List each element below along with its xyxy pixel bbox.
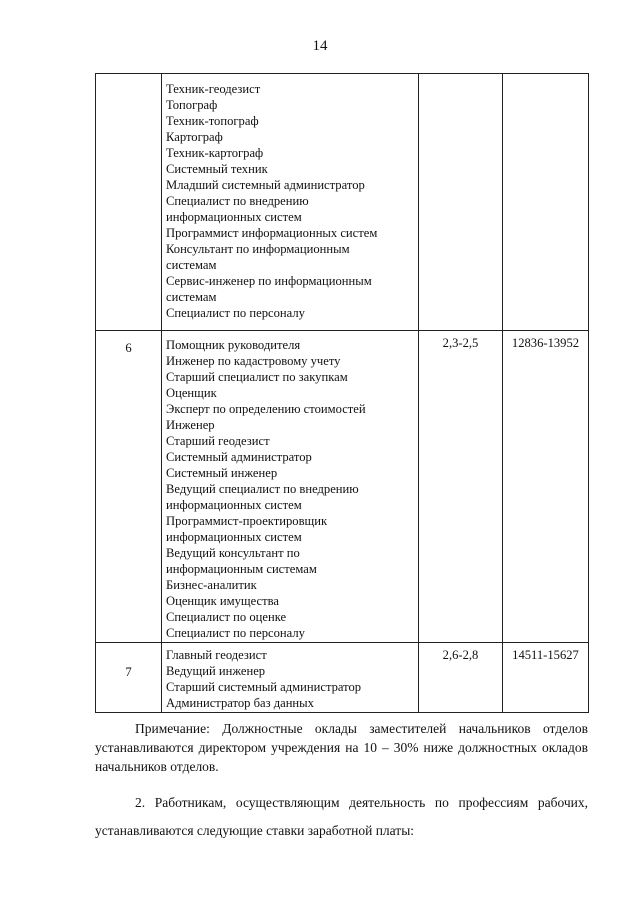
position-line: Программист-проектировщик bbox=[166, 514, 328, 528]
position-line: Помощник руководителя bbox=[166, 338, 301, 352]
position-line: Эксперт по определению стоимостей bbox=[166, 402, 366, 416]
paragraph-2-text: 2. Работникам, осуществляющим деятельность по профессиям рабочих, устанавливаются следующие ставки заработной платы: bbox=[95, 795, 588, 838]
group-number-cell: 6 bbox=[96, 331, 162, 643]
positions-cell bbox=[162, 331, 419, 643]
position-line: Старший системный администратор bbox=[166, 680, 362, 694]
position-line: Старший геодезист bbox=[166, 434, 270, 448]
position-line: Ведущий консультант по bbox=[166, 546, 300, 560]
note-text: Примечание: Должностные оклады заместителей начальников отделов устанавливаются директором учреждения на 10 – 30% ниже должностных окладов начальников отделов. bbox=[95, 721, 588, 774]
table-row bbox=[96, 643, 589, 713]
position-line: Картограф bbox=[166, 130, 223, 144]
position-line: Ведущий специалист по внедрению bbox=[166, 482, 359, 496]
coefficient-cell: 2,3-2,5 bbox=[419, 331, 503, 643]
position-line: системам bbox=[166, 290, 217, 304]
table-note bbox=[95, 719, 588, 776]
position-line: информационным системам bbox=[166, 562, 317, 576]
group-number-cell bbox=[96, 74, 162, 331]
position-line: Системный администратор bbox=[166, 450, 312, 464]
position-line: Специалист по персоналу bbox=[166, 306, 305, 320]
salary-cell bbox=[503, 74, 589, 331]
position-line: информационных систем bbox=[166, 498, 302, 512]
table-row bbox=[96, 74, 589, 331]
salary-cell: 14511-15627 bbox=[503, 643, 589, 713]
position-line: Топограф bbox=[166, 98, 218, 112]
coefficient-cell bbox=[419, 74, 503, 331]
position-line: Специалист по внедрению bbox=[166, 194, 309, 208]
position-line: Сервис-инженер по информационным bbox=[166, 274, 372, 288]
positions-cell bbox=[162, 643, 419, 713]
positions-table bbox=[95, 73, 589, 713]
position-line: Инженер bbox=[166, 418, 215, 432]
position-line: Консультант по информационным bbox=[166, 242, 350, 256]
position-line: информационных систем bbox=[166, 210, 302, 224]
position-line: Главный геодезист bbox=[166, 648, 267, 662]
salary-cell: 12836-13952 bbox=[503, 331, 589, 643]
position-line: Программист информационных систем bbox=[166, 226, 378, 240]
position-line: информационных систем bbox=[166, 530, 302, 544]
coefficient-cell: 2,6-2,8 bbox=[419, 643, 503, 713]
position-line: Администратор баз данных bbox=[166, 696, 314, 710]
position-line: Специалист по персоналу bbox=[166, 626, 305, 640]
position-line: Инженер по кадастровому учету bbox=[166, 354, 341, 368]
position-line: Техник-геодезист bbox=[166, 82, 261, 96]
position-line: Оценщик bbox=[166, 386, 217, 400]
position-line: системам bbox=[166, 258, 217, 272]
position-line: Младший системный администратор bbox=[166, 178, 365, 192]
position-line: Старший специалист по закупкам bbox=[166, 370, 348, 384]
positions-cell bbox=[162, 74, 419, 331]
position-line: Системный техник bbox=[166, 162, 268, 176]
position-line: Специалист по оценке bbox=[166, 610, 287, 624]
position-line: Оценщик имущества bbox=[166, 594, 279, 608]
page-number: 14 bbox=[312, 38, 328, 54]
position-line: Техник-картограф bbox=[166, 146, 264, 160]
paragraph-2 bbox=[95, 789, 588, 845]
group-number-cell: 7 bbox=[96, 643, 162, 713]
position-line: Техник-топограф bbox=[166, 114, 259, 128]
position-line: Системный инженер bbox=[166, 466, 278, 480]
position-line: Ведущий инженер bbox=[166, 664, 266, 678]
table-row bbox=[96, 331, 589, 643]
position-line: Бизнес-аналитик bbox=[166, 578, 257, 592]
